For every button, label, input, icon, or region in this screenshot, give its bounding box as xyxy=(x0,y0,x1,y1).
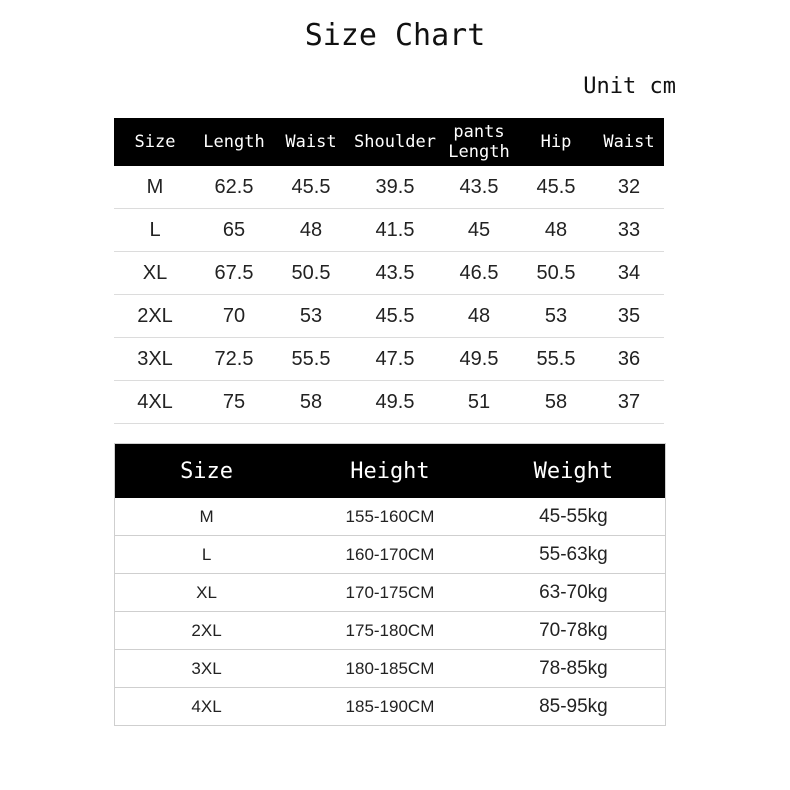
table-cell: 47.5 xyxy=(350,338,440,381)
table-cell: 55.5 xyxy=(518,338,594,381)
table-cell: 37 xyxy=(594,381,664,424)
table-cell: 155-160CM xyxy=(298,498,482,536)
table-cell: 49.5 xyxy=(350,381,440,424)
table-cell: 46.5 xyxy=(440,252,518,295)
table-cell: XL xyxy=(114,252,196,295)
table-cell: 45.5 xyxy=(272,166,350,209)
table-cell: 53 xyxy=(272,295,350,338)
table-cell: 51 xyxy=(440,381,518,424)
table-cell: 55-63kg xyxy=(482,536,666,574)
table-cell: 160-170CM xyxy=(298,536,482,574)
table-row xyxy=(115,536,666,574)
table-row xyxy=(114,295,664,338)
table-cell: 45 xyxy=(440,209,518,252)
table-cell: 185-190CM xyxy=(298,688,482,726)
table-cell: 3XL xyxy=(115,650,299,688)
table-cell: 53 xyxy=(518,295,594,338)
header-waist: Waist xyxy=(272,118,350,166)
table-cell: 32 xyxy=(594,166,664,209)
table-row xyxy=(114,166,664,209)
table-cell: 63-70kg xyxy=(482,574,666,612)
table-cell: 3XL xyxy=(114,338,196,381)
table-cell: 48 xyxy=(518,209,594,252)
table-row xyxy=(115,688,666,726)
table-cell: 45.5 xyxy=(350,295,440,338)
table-header-row xyxy=(114,118,664,166)
table-cell: 48 xyxy=(272,209,350,252)
table-cell: 4XL xyxy=(115,688,299,726)
table-cell: 70-78kg xyxy=(482,612,666,650)
table-cell: 75 xyxy=(196,381,272,424)
table-cell: 43.5 xyxy=(350,252,440,295)
table-cell: 175-180CM xyxy=(298,612,482,650)
table-cell: L xyxy=(114,209,196,252)
header-height: Height xyxy=(298,444,482,499)
table-cell: 33 xyxy=(594,209,664,252)
table-cell: M xyxy=(114,166,196,209)
unit-label: Unit cm xyxy=(583,74,676,99)
table-row xyxy=(114,209,664,252)
header-shoulder: Shoulder xyxy=(350,118,440,166)
header-length: Length xyxy=(196,118,272,166)
table-cell: 180-185CM xyxy=(298,650,482,688)
table-cell: L xyxy=(115,536,299,574)
table-cell: 49.5 xyxy=(440,338,518,381)
table-cell: 58 xyxy=(272,381,350,424)
table-cell: 34 xyxy=(594,252,664,295)
table-cell: 85-95kg xyxy=(482,688,666,726)
table-cell: 48 xyxy=(440,295,518,338)
table-cell: 170-175CM xyxy=(298,574,482,612)
table-cell: 35 xyxy=(594,295,664,338)
table-cell: 39.5 xyxy=(350,166,440,209)
table-cell: 43.5 xyxy=(440,166,518,209)
header-size: Size xyxy=(115,444,299,499)
header-waist-2: Waist xyxy=(594,118,664,166)
page-title: Size Chart xyxy=(304,18,486,53)
table-cell: 45.5 xyxy=(518,166,594,209)
table-cell: 62.5 xyxy=(196,166,272,209)
measurements-table xyxy=(114,118,664,424)
table-cell: M xyxy=(115,498,299,536)
table-row xyxy=(115,574,666,612)
table-cell: 70 xyxy=(196,295,272,338)
table-cell: 50.5 xyxy=(518,252,594,295)
table-cell: 58 xyxy=(518,381,594,424)
table-cell: 72.5 xyxy=(196,338,272,381)
table-row xyxy=(114,338,664,381)
header-pants-length: pants Length xyxy=(440,118,518,166)
table-cell: 2XL xyxy=(115,612,299,650)
table-cell: 41.5 xyxy=(350,209,440,252)
table-cell: XL xyxy=(115,574,299,612)
table-row xyxy=(114,252,664,295)
table-row xyxy=(114,381,664,424)
table-cell: 36 xyxy=(594,338,664,381)
header-size: Size xyxy=(114,118,196,166)
table-header-row xyxy=(115,444,666,499)
header-weight: Weight xyxy=(482,444,666,499)
table-cell: 50.5 xyxy=(272,252,350,295)
table-cell: 78-85kg xyxy=(482,650,666,688)
table-row xyxy=(115,650,666,688)
table-cell: 45-55kg xyxy=(482,498,666,536)
table-cell: 55.5 xyxy=(272,338,350,381)
table-row xyxy=(115,498,666,536)
table-cell: 65 xyxy=(196,209,272,252)
table-cell: 67.5 xyxy=(196,252,272,295)
header-hip: Hip xyxy=(518,118,594,166)
table-cell: 2XL xyxy=(114,295,196,338)
size-guide-table xyxy=(114,443,666,726)
table-cell: 4XL xyxy=(114,381,196,424)
table-row xyxy=(115,612,666,650)
